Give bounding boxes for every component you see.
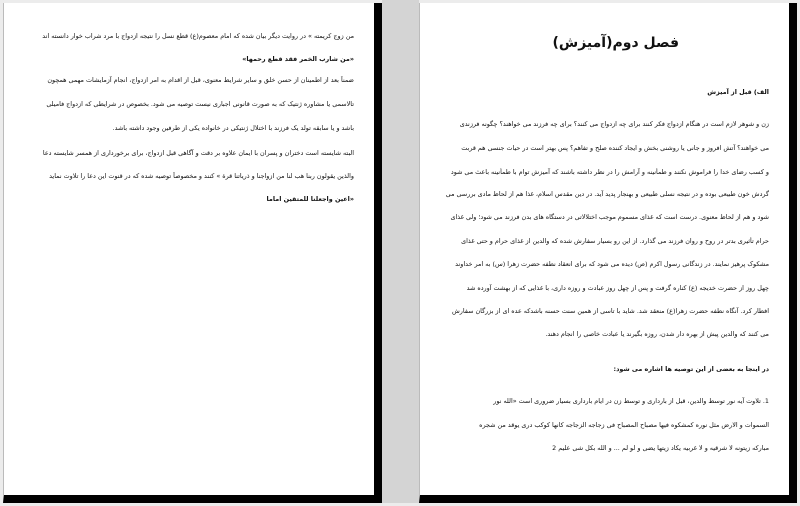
page-gap bbox=[382, 0, 419, 503]
text-line: شود و هم از لحاظ معنوی. درست است که غذای مسموم موجب اختلالاتی در دستگاه های بدن فرزند می شود؛ ولی غذای bbox=[450, 213, 769, 221]
text-line: زن و شوهر لازم است در هنگام ازدواج فکر کنند برای چه ازدواج می کنند؟ برای چه فرزند می خواهند؟ چگونه فرزندی bbox=[459, 120, 769, 128]
chapter-title: فصل دوم(آمیزش) bbox=[552, 35, 679, 51]
document-page-left bbox=[3, 3, 382, 503]
text-line: حرام تأثیری بدتر در روح و روان فرزند می گذارد. از این رو بسیار سفارش شده که والدین از غذای حرام و حتی غذای bbox=[461, 237, 769, 245]
text-line: و کسب رضای خدا را فراموش نکنند و طمأنینه و آرامش را در نظر داشته باشند که آمیزش توام با طمأنینه باعث می شود bbox=[450, 168, 769, 176]
text-line: مشکوک پرهیز نمایند. در زندگانی رسول اکرم (ص) دیده می شود که برای انعقاد نطفه حضرت زهرا (س) به امر خداوند bbox=[455, 260, 769, 268]
list-item-line: 1. تلاوت آیه نور توسط والدین، قبل از بارداری و توسط زن در ایام بارداری بسیار ضروری است «الله نور bbox=[493, 397, 769, 405]
text-line: «من شارب الخمر فقد قطع رحمها» bbox=[242, 55, 354, 63]
text-line: می خواهند؟ آتش افروز و جانی یا روشنی بخش و ایجاد کننده صلح و تفاهم؟ پس بهتر است در حیات جنسی هم قربت bbox=[461, 144, 769, 152]
list-item-line: السموات و الارض مثل نوره کمشکوه فیها مصباح المصباح فی زجاجه الزجاجه کانها کوکب دری یوقد من شجره bbox=[479, 421, 769, 429]
text-line: «اعین واجعلنا للمتقین اماما bbox=[266, 195, 354, 203]
section-heading: در اینجا به بعضی از این توصیه ها اشاره می شود: bbox=[613, 365, 769, 373]
text-line: می کنند که والدین پیش از بهره دار شدن، روزه بگیرند یا عبادت خاصی را انجام دهند. bbox=[545, 330, 769, 338]
text-line: ضمناً بعد از اطمینان از حسن خلق و سایر شرایط معنوی، قبل از اقدام به امر ازدواج، انجام آزمایشات مهمی همچون bbox=[47, 76, 354, 84]
section-heading: الف) قبل از آمیزش bbox=[707, 88, 769, 96]
document-page-right bbox=[419, 3, 797, 503]
list-item-line: مبارکه زیتونه لا شرقیه و لا غربیه یکاد زیتها یضی و لو لم ... و الله بکل شی علیم 2 bbox=[552, 444, 769, 452]
text-line: من زوج کریمته » در روایت دیگر بیان شده که امام معصوم(ع) قطع نسل را نتیجه ازدواج با مرد شراب خوار دانسته اند bbox=[42, 32, 354, 40]
text-line: باشد و یا سابقه تولد یک فرزند با اختلال ژنتیکی در خانواده یکی از طرفین وجود داشته باشد. bbox=[112, 124, 354, 132]
text-line: گردش خون طبیعی بوده و در نتیجه نسلی طبیعی و بهنجار پدید آید. در دین مقدس اسلام، غذا هم از لحاظ مادی بررسی می bbox=[445, 190, 769, 198]
text-line: چهل روز از حضرت خدیجه (ع) کناره گرفت و پس از چهل روز عبادت و روزه داری، با غذایی که از بهشت آورده شد bbox=[466, 284, 769, 292]
text-line: البته شایسته است دختران و پسران با ایمان علاوه بر دقت و آگاهی قبل ازدواج، برای برخورداری از همسر شایسته دعا bbox=[42, 149, 354, 157]
text-line: والذین یقولون ربنا هب لنا من ازواجنا و ذریاتنا قرة » کنند و مخصوصاً توصیه شده که در قنوت این دعا را تلاوت نماید bbox=[49, 172, 354, 180]
text-line: تالاسمی یا مشاوره ژنتیک که به صورت قانونی اجباری نیست توصیه می شود. بخصوص در شرایطی که ازدواج فامیلی bbox=[46, 100, 354, 108]
text-line: افطار کرد. آنگاه نطفه حضرت زهرا(ع) منعقد شد. شاید با تاسی از همین سنت حسنه باشدکه عده ای از بزرگان سفارش bbox=[452, 307, 769, 315]
